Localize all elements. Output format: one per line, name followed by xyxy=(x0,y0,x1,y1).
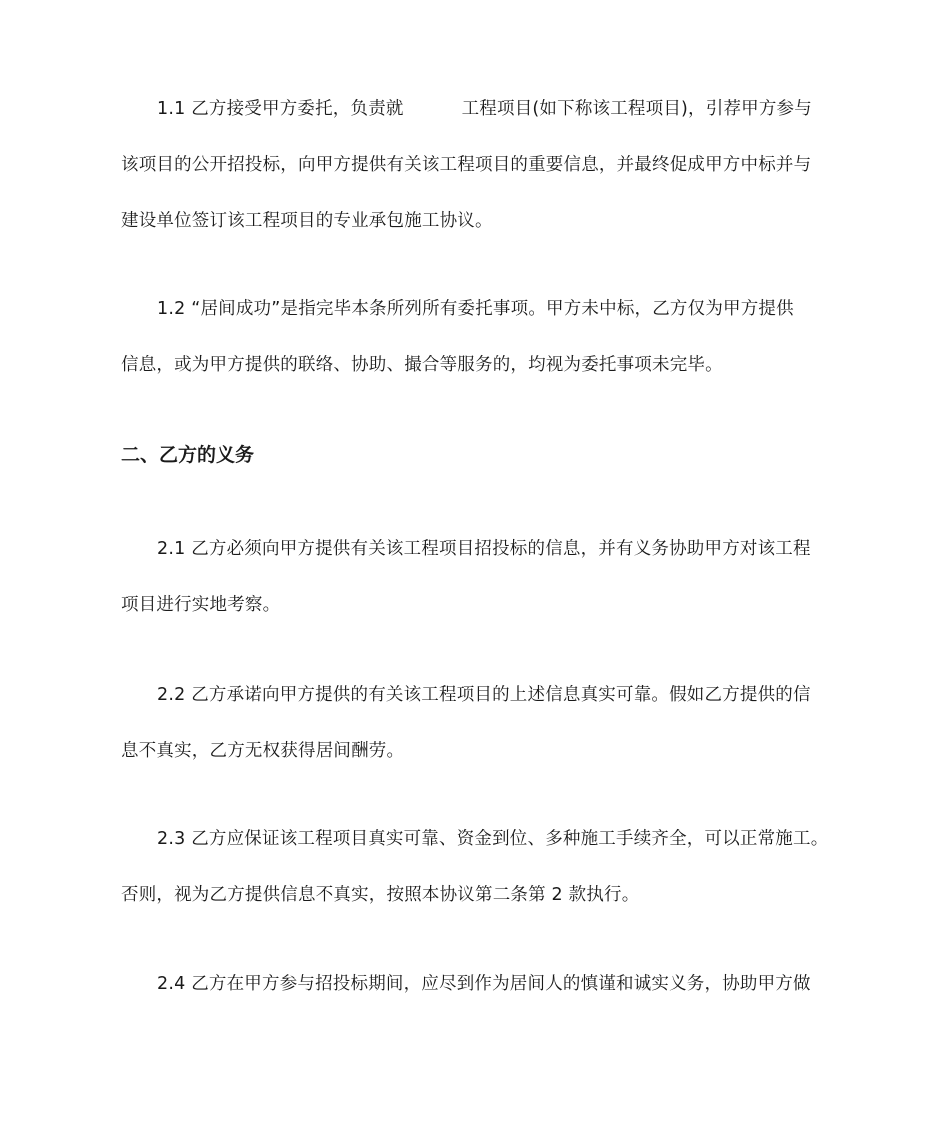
paragraph-1-2-line-2: 信息，或为甲方提供的联络、协助、撮合等服务的，均视为委托事项未完毕。 xyxy=(121,355,723,375)
section-2-heading: 二、乙方的义务 xyxy=(121,444,255,466)
paragraph-2-4-line-1: 2.4 乙方在甲方参与招投标期间，应尽到作为居间人的慎谨和诚实义务，协助甲方做 xyxy=(157,974,811,994)
paragraph-2-1-line-2: 项目进行实地考察。 xyxy=(121,595,281,615)
paragraph-1-1-line-2: 该项目的公开招投标，向甲方提供有关该工程项目的重要信息，并最终促成甲方中标并与 xyxy=(121,155,812,175)
paragraph-2-1-line-1: 2.1 乙方必须向甲方提供有关该工程项目招投标的信息，并有义务协助甲方对该工程 xyxy=(157,539,811,559)
paragraph-2-2-line-2: 息不真实，乙方无权获得居间酬劳。 xyxy=(121,741,405,761)
paragraph-2-2-line-1: 2.2 乙方承诺向甲方提供的有关该工程项目的上述信息真实可靠。假如乙方提供的信 xyxy=(157,685,811,705)
paragraph-2-3-line-2: 否则，视为乙方提供信息不真实，按照本协议第二条第 2 款执行。 xyxy=(121,885,640,905)
paragraph-1-2-line-1: 1.2 “居间成功”是指完毕本条所列所有委托事项。甲方未中标，乙方仅为甲方提供 xyxy=(157,299,794,319)
paragraph-1-1-line-1 xyxy=(157,98,872,120)
paragraph-1-1-line-1-start: 1.1 乙方接受甲方委托，负责就 xyxy=(157,99,404,119)
paragraph-2-3-line-1: 2.3 乙方应保证该工程项目真实可靠、资金到位、多种施工手续齐全，可以正常施工。 xyxy=(157,829,829,849)
paragraph-1-1-line-3: 建设单位签订该工程项目的专业承包施工协议。 xyxy=(121,211,493,231)
paragraph-1-1-line-1-end: 工程项目(如下称该工程项目)，引荐甲方参与 xyxy=(461,99,812,119)
